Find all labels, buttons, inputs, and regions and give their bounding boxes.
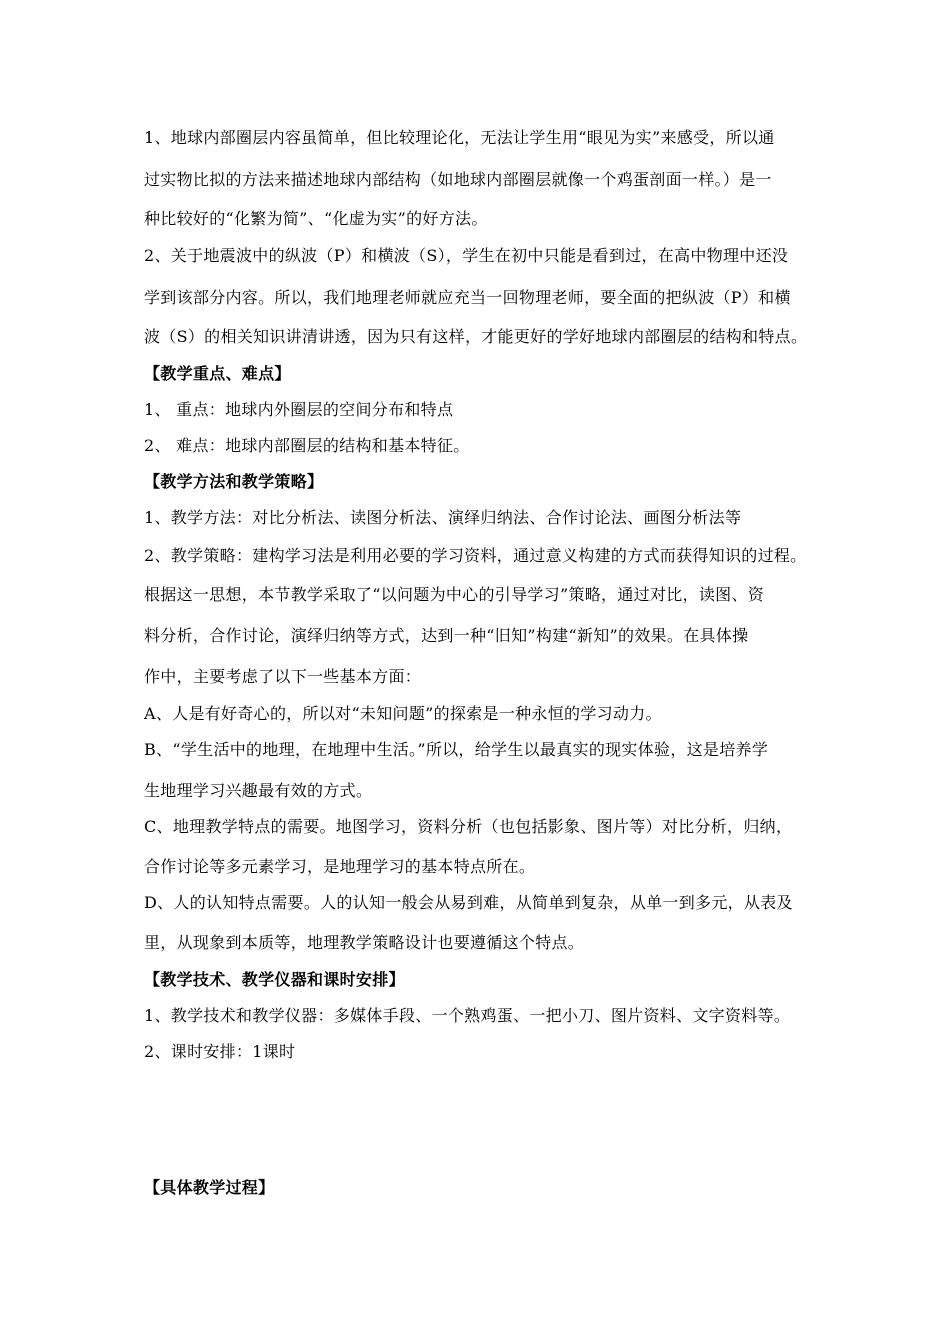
- section-heading: 【教学方法和教学策略】: [144, 472, 324, 491]
- paragraph-line: 生地理学习兴趣最有效的方式。: [144, 781, 373, 800]
- paragraph-line: 作中，主要考虑了以下一些基本方面：: [144, 667, 422, 686]
- paragraph-line: C、地理教学特点的需要。地图学习，资料分析（也包括影象、图片等）对比分析，归纳，: [144, 817, 793, 836]
- paragraph-line: 学到该部分内容。所以，我们地理老师就应充当一回物理老师，要全面的把纵波（P）和横: [144, 288, 791, 307]
- section-heading: 【教学重点、难点】: [144, 364, 291, 383]
- list-item: 2、 难点：地球内部圈层的结构和基本特征。: [144, 436, 470, 455]
- paragraph-line: 过实物比拟的方法来描述地球内部结构（如地球内部圈层就像一个鸡蛋剖面一样。）是一: [144, 170, 772, 189]
- paragraph-line: B、“学生活中的地理，在地理中生活。”所以，给学生以最真实的现实体验，这是培养学: [144, 740, 769, 759]
- list-item: 1、教学方法：对比分析法、读图分析法、演绎归纳法、合作讨论法、画图分析法等: [144, 508, 742, 527]
- paragraph-line: 合作讨论等多元素学习，是地理学习的基本特点所在。: [144, 857, 536, 876]
- list-item: 1、 重点：地球内外圈层的空间分布和特点: [144, 400, 454, 419]
- paragraph-line: D、人的认知特点需要。人的认知一般会从易到难，从简单到复杂，从单一到多元，从表及: [144, 893, 793, 912]
- paragraph-line: 波（S）的相关知识讲清讲透，因为只有这样，才能更好的学好地球内部圈层的结构和特点。: [144, 327, 808, 346]
- paragraph-line: 2、教学策略：建构学习法是利用必要的学习资料，通过意义构建的方式而获得知识的过程。: [144, 546, 807, 565]
- section-heading: 【具体教学过程】: [144, 1178, 275, 1197]
- list-item: 1、教学技术和教学仪器：多媒体手段、一个熟鸡蛋、一把小刀、图片资料、文字资料等。: [144, 1006, 791, 1025]
- paragraph-line: 根据这一思想，本节教学采取了“以问题为中心的引导学习”策略，通过对比，读图、资: [144, 585, 765, 604]
- paragraph-line: 种比较好的“化繁为简”、“化虚为实”的好方法。: [144, 209, 488, 228]
- paragraph-line: 里，从现象到本质等，地理教学策略设计也要遵循这个特点。: [144, 933, 585, 952]
- list-item: A、人是有好奇心的，所以对“未知问题”的探索是一种永恒的学习动力。: [144, 704, 662, 723]
- paragraph-line: 2、关于地震波中的纵波（P）和横波（S），学生在初中只能是看到过，在高中物理中还没: [144, 246, 789, 265]
- paragraph-line: 1、地球内部圈层内容虽简单，但比较理论化，无法让学生用“眼见为实”来感受，所以通: [144, 128, 775, 147]
- list-item: 2、课时安排：1课时: [144, 1042, 296, 1061]
- section-heading: 【教学技术、教学仪器和课时安排】: [144, 970, 405, 989]
- paragraph-line: 料分析，合作讨论，演绎归纳等方式，达到一种“旧知”构建“新知”的效果。在具体操: [144, 626, 749, 645]
